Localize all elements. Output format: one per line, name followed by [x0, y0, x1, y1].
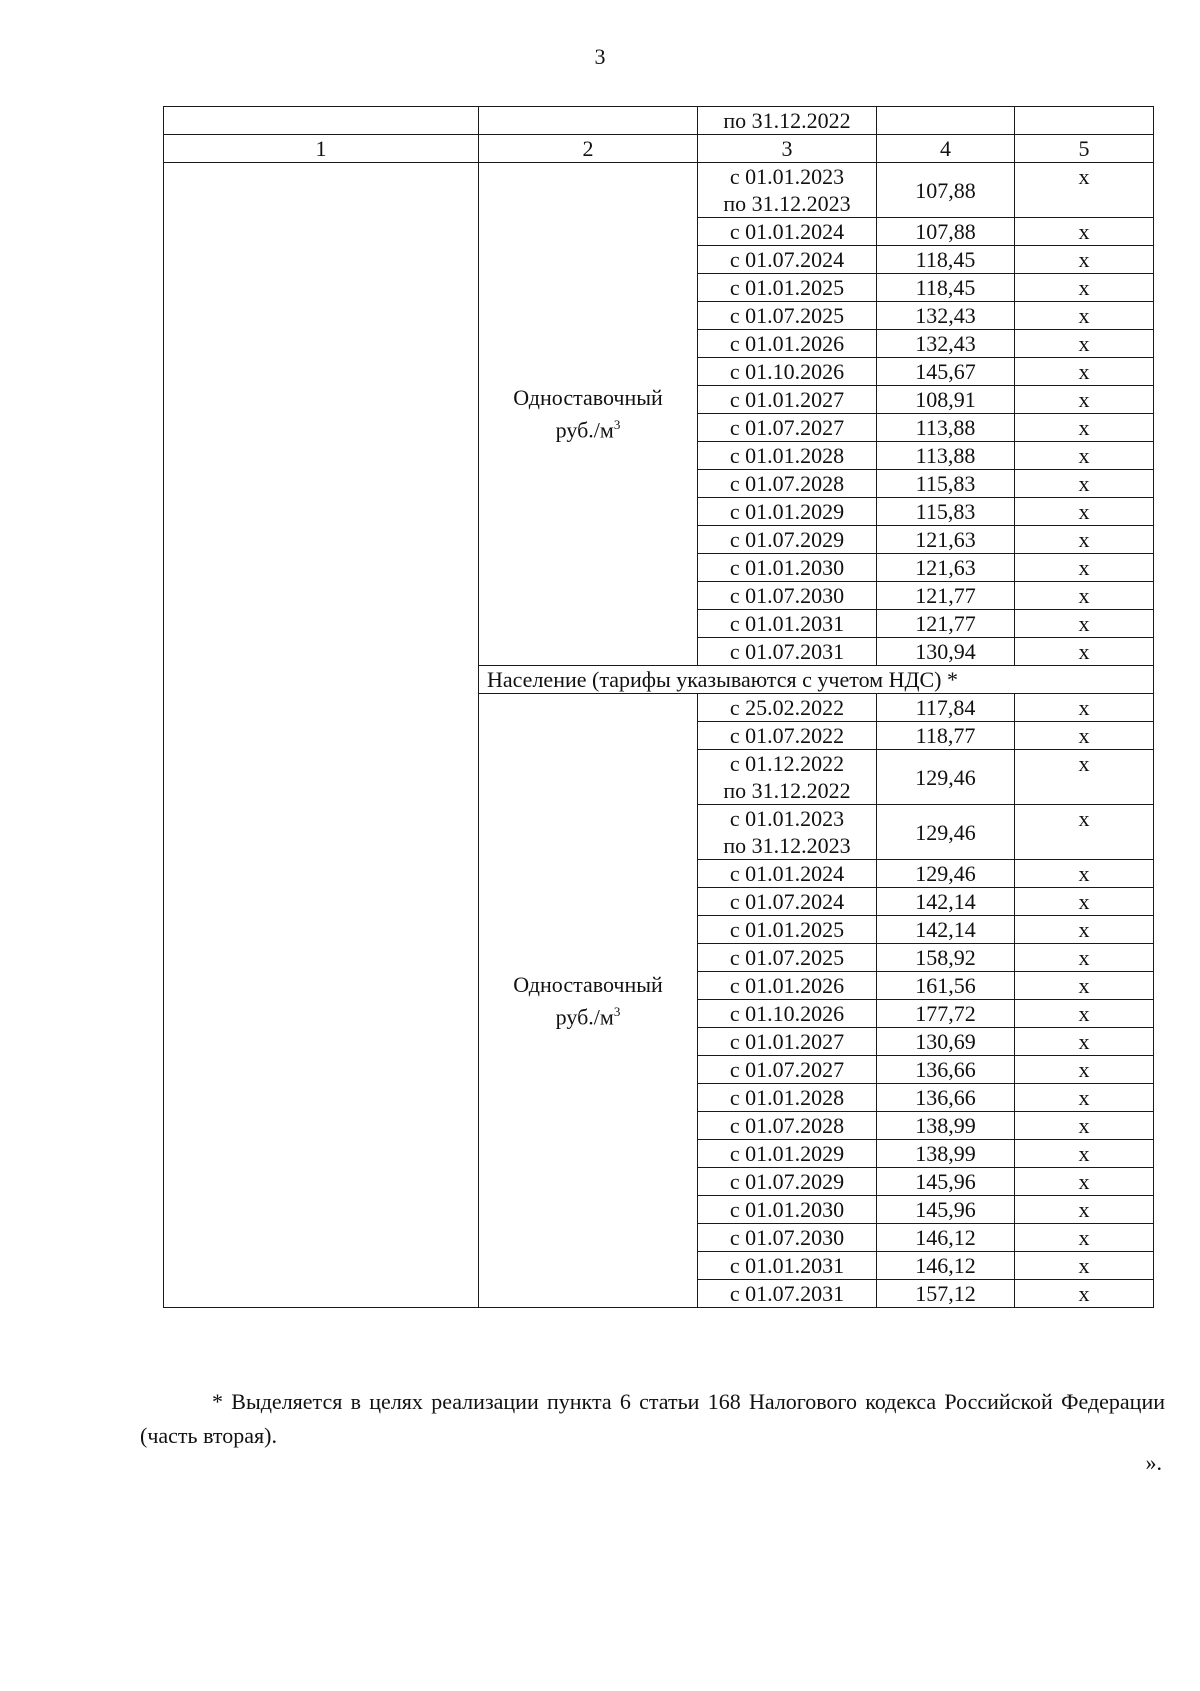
mark-cell: х: [1015, 972, 1154, 1000]
cell-empty: [164, 107, 479, 135]
mark-cell: х: [1015, 805, 1154, 860]
period-cell: [698, 1000, 877, 1028]
mark-cell: х: [1015, 610, 1154, 638]
mark-cell: х: [1015, 916, 1154, 944]
mark-cell: х: [1015, 860, 1154, 888]
column-header: 2: [479, 135, 698, 163]
mark-cell: х: [1015, 1140, 1154, 1168]
mark-cell: х: [1015, 163, 1154, 218]
column-header-row: [164, 135, 1154, 163]
unit-exponent: 3: [613, 1003, 621, 1019]
value-cell: 118,45: [877, 246, 1015, 274]
period-cell: [698, 1084, 877, 1112]
tariff-unit: [483, 411, 693, 443]
period-line: с 01.01.2030: [729, 1197, 845, 1222]
mark-cell: х: [1015, 694, 1154, 722]
period-cell: [698, 638, 877, 666]
value-cell: 136,66: [877, 1056, 1015, 1084]
period-line: с 01.01.2025: [729, 275, 845, 300]
period-cell: [698, 860, 877, 888]
period-cell: [698, 610, 877, 638]
period-cell: [698, 1168, 877, 1196]
closing-quote: ».: [1145, 1450, 1162, 1475]
period-line: с 01.01.2024: [729, 219, 845, 244]
value-cell: 129,46: [877, 805, 1015, 860]
value-cell: 113,88: [877, 414, 1015, 442]
value-cell: 129,46: [877, 750, 1015, 805]
period-cell: [698, 1252, 877, 1280]
period-cell: [698, 582, 877, 610]
value-cell: 107,88: [877, 163, 1015, 218]
period-line: с 01.01.2026: [729, 331, 845, 356]
period-cell: [698, 358, 877, 386]
mark-cell: х: [1015, 498, 1154, 526]
value-cell: 121,63: [877, 554, 1015, 582]
value-cell: 145,96: [877, 1196, 1015, 1224]
unit-label: руб./м: [555, 417, 614, 443]
value-cell: 115,83: [877, 470, 1015, 498]
period-line: с 01.07.2030: [729, 1225, 845, 1250]
mark-cell: х: [1015, 358, 1154, 386]
value-cell: 138,99: [877, 1140, 1015, 1168]
period-cell: [698, 498, 877, 526]
period-cell: [698, 414, 877, 442]
page-number: 3: [594, 44, 606, 69]
period-line: с 01.01.2025: [729, 917, 845, 942]
column-header: 4: [877, 135, 1015, 163]
value-cell: 121,77: [877, 610, 1015, 638]
column-header: 3: [698, 135, 877, 163]
value-cell: 132,43: [877, 302, 1015, 330]
period-line: по 31.12.2023: [723, 191, 851, 216]
value-cell: 121,77: [877, 582, 1015, 610]
value-cell: 118,77: [877, 722, 1015, 750]
value-cell: 132,43: [877, 330, 1015, 358]
mark-cell: х: [1015, 1000, 1154, 1028]
period-line: с 01.10.2026: [729, 1001, 845, 1026]
period-cell: [698, 526, 877, 554]
period-cell: [698, 888, 877, 916]
period-cell: [698, 246, 877, 274]
mark-cell: х: [1015, 470, 1154, 498]
period-cell: [698, 1280, 877, 1308]
period-line: с 01.07.2028: [729, 471, 845, 496]
population-header: Население (тарифы указываются с учетом НДС) *: [479, 666, 1154, 694]
mark-cell: х: [1015, 1280, 1154, 1308]
cell-empty: [479, 107, 698, 135]
period-line: с 01.07.2031: [729, 639, 845, 664]
period-cell: [698, 944, 877, 972]
period-line: с 01.01.2023: [729, 164, 845, 189]
period-line: с 01.07.2027: [729, 415, 845, 440]
period-line: с 01.01.2029: [729, 1141, 845, 1166]
period-cell: [698, 1196, 877, 1224]
mark-cell: х: [1015, 442, 1154, 470]
cell-empty: [877, 107, 1015, 135]
value-cell: 158,92: [877, 944, 1015, 972]
period-line: с 01.01.2024: [729, 861, 845, 886]
tariff-type-label: Одноставочный: [513, 971, 663, 997]
value-cell: 129,46: [877, 860, 1015, 888]
period-line: с 01.01.2026: [729, 973, 845, 998]
tariff-type-cell: [479, 163, 698, 666]
value-cell: 108,91: [877, 386, 1015, 414]
value-cell: 146,12: [877, 1252, 1015, 1280]
period-cell: [698, 470, 877, 498]
period-cell: [698, 1224, 877, 1252]
value-cell: 146,12: [877, 1224, 1015, 1252]
continuation-row: [164, 107, 1154, 135]
mark-cell: х: [1015, 1028, 1154, 1056]
mark-cell: х: [1015, 1084, 1154, 1112]
value-cell: 145,96: [877, 1168, 1015, 1196]
mark-cell: х: [1015, 1112, 1154, 1140]
period-cell: [698, 218, 877, 246]
period-line: с 01.07.2025: [729, 945, 845, 970]
period-line: с 01.07.2025: [729, 303, 845, 328]
tariff-type-label: Одноставочный: [513, 385, 663, 411]
period-cell: [698, 750, 877, 805]
mark-cell: х: [1015, 1252, 1154, 1280]
mark-cell: х: [1015, 526, 1154, 554]
mark-cell: х: [1015, 722, 1154, 750]
period-cell: [698, 1028, 877, 1056]
mark-cell: х: [1015, 330, 1154, 358]
period-cell: [698, 694, 877, 722]
value-cell: 115,83: [877, 498, 1015, 526]
period-line: с 01.07.2024: [729, 889, 845, 914]
mark-cell: х: [1015, 1224, 1154, 1252]
value-cell: 142,14: [877, 916, 1015, 944]
mark-cell: х: [1015, 1168, 1154, 1196]
mark-cell: х: [1015, 218, 1154, 246]
period-line: с 01.07.2031: [729, 1281, 845, 1306]
value-cell: 138,99: [877, 1112, 1015, 1140]
period-line: с 01.07.2027: [729, 1057, 845, 1082]
period-line: с 01.01.2028: [729, 1085, 845, 1110]
value-cell: 121,63: [877, 526, 1015, 554]
period-line: с 01.01.2031: [729, 1253, 845, 1278]
value-cell: 145,67: [877, 358, 1015, 386]
period-line: с 01.01.2030: [729, 555, 845, 580]
period-cell: [698, 1140, 877, 1168]
mark-cell: х: [1015, 246, 1154, 274]
period-cell: [698, 972, 877, 1000]
period-cell: [698, 302, 877, 330]
cell-empty: [1015, 107, 1154, 135]
mark-cell: х: [1015, 1056, 1154, 1084]
value-cell: 130,69: [877, 1028, 1015, 1056]
period-cell: [698, 163, 877, 218]
tariff-type-cell: [479, 694, 698, 1308]
period-cell: по 31.12.2022: [698, 107, 877, 135]
period-line: с 01.07.2029: [729, 1169, 845, 1194]
value-cell: 142,14: [877, 888, 1015, 916]
value-cell: 117,84: [877, 694, 1015, 722]
mark-cell: х: [1015, 750, 1154, 805]
unit-exponent: 3: [613, 417, 621, 433]
unit-label: руб./м: [555, 1004, 614, 1030]
period-line: по 31.12.2022: [723, 778, 851, 803]
period-cell: [698, 916, 877, 944]
mark-cell: х: [1015, 582, 1154, 610]
footnote: * Выделяется в целях реализации пункта 6 статьи 168 Налогового кодекса Российской Федерации (часть вторая).: [140, 1389, 1165, 1448]
mark-cell: х: [1015, 638, 1154, 666]
mark-cell: х: [1015, 944, 1154, 972]
value-cell: 107,88: [877, 218, 1015, 246]
period-line: с 01.01.2028: [729, 443, 845, 468]
period-cell: [698, 722, 877, 750]
tariff-unit: [483, 998, 693, 1030]
period-cell: [698, 805, 877, 860]
period-cell: [698, 1112, 877, 1140]
mark-cell: х: [1015, 302, 1154, 330]
period-cell: [698, 442, 877, 470]
value-cell: 130,94: [877, 638, 1015, 666]
tariff-table: [163, 106, 1154, 1308]
period-line: с 01.07.2030: [729, 583, 845, 608]
period-line: с 01.07.2028: [729, 1113, 845, 1138]
period-line: с 01.12.2022: [729, 751, 845, 776]
period-line: с 01.01.2029: [729, 499, 845, 524]
period-line: по 31.12.2023: [723, 833, 851, 858]
period-cell: [698, 386, 877, 414]
value-cell: 118,45: [877, 274, 1015, 302]
period-line: с 01.01.2027: [729, 1029, 845, 1054]
value-cell: 161,56: [877, 972, 1015, 1000]
value-cell: 113,88: [877, 442, 1015, 470]
period-cell: [698, 1056, 877, 1084]
period-cell: [698, 554, 877, 582]
column-header: 5: [1015, 135, 1154, 163]
period-line: с 01.01.2031: [729, 611, 845, 636]
value-cell: 177,72: [877, 1000, 1015, 1028]
period-line: с 01.07.2024: [729, 247, 845, 272]
mark-cell: х: [1015, 274, 1154, 302]
period-line: с 01.07.2029: [729, 527, 845, 552]
period-cell: [698, 330, 877, 358]
value-cell: 136,66: [877, 1084, 1015, 1112]
mark-cell: х: [1015, 386, 1154, 414]
period-line: с 25.02.2022: [729, 695, 845, 720]
mark-cell: х: [1015, 888, 1154, 916]
period-line: с 01.10.2026: [729, 359, 845, 384]
mark-cell: х: [1015, 1196, 1154, 1224]
period-line: с 01.01.2027: [729, 387, 845, 412]
column-header: 1: [164, 135, 479, 163]
cell-empty: [164, 163, 479, 1308]
period-cell: [698, 274, 877, 302]
table-row: [164, 163, 1154, 218]
period-line: с 01.07.2022: [729, 723, 845, 748]
mark-cell: х: [1015, 414, 1154, 442]
value-cell: 157,12: [877, 1280, 1015, 1308]
period-line: с 01.01.2023: [729, 806, 845, 831]
mark-cell: х: [1015, 554, 1154, 582]
